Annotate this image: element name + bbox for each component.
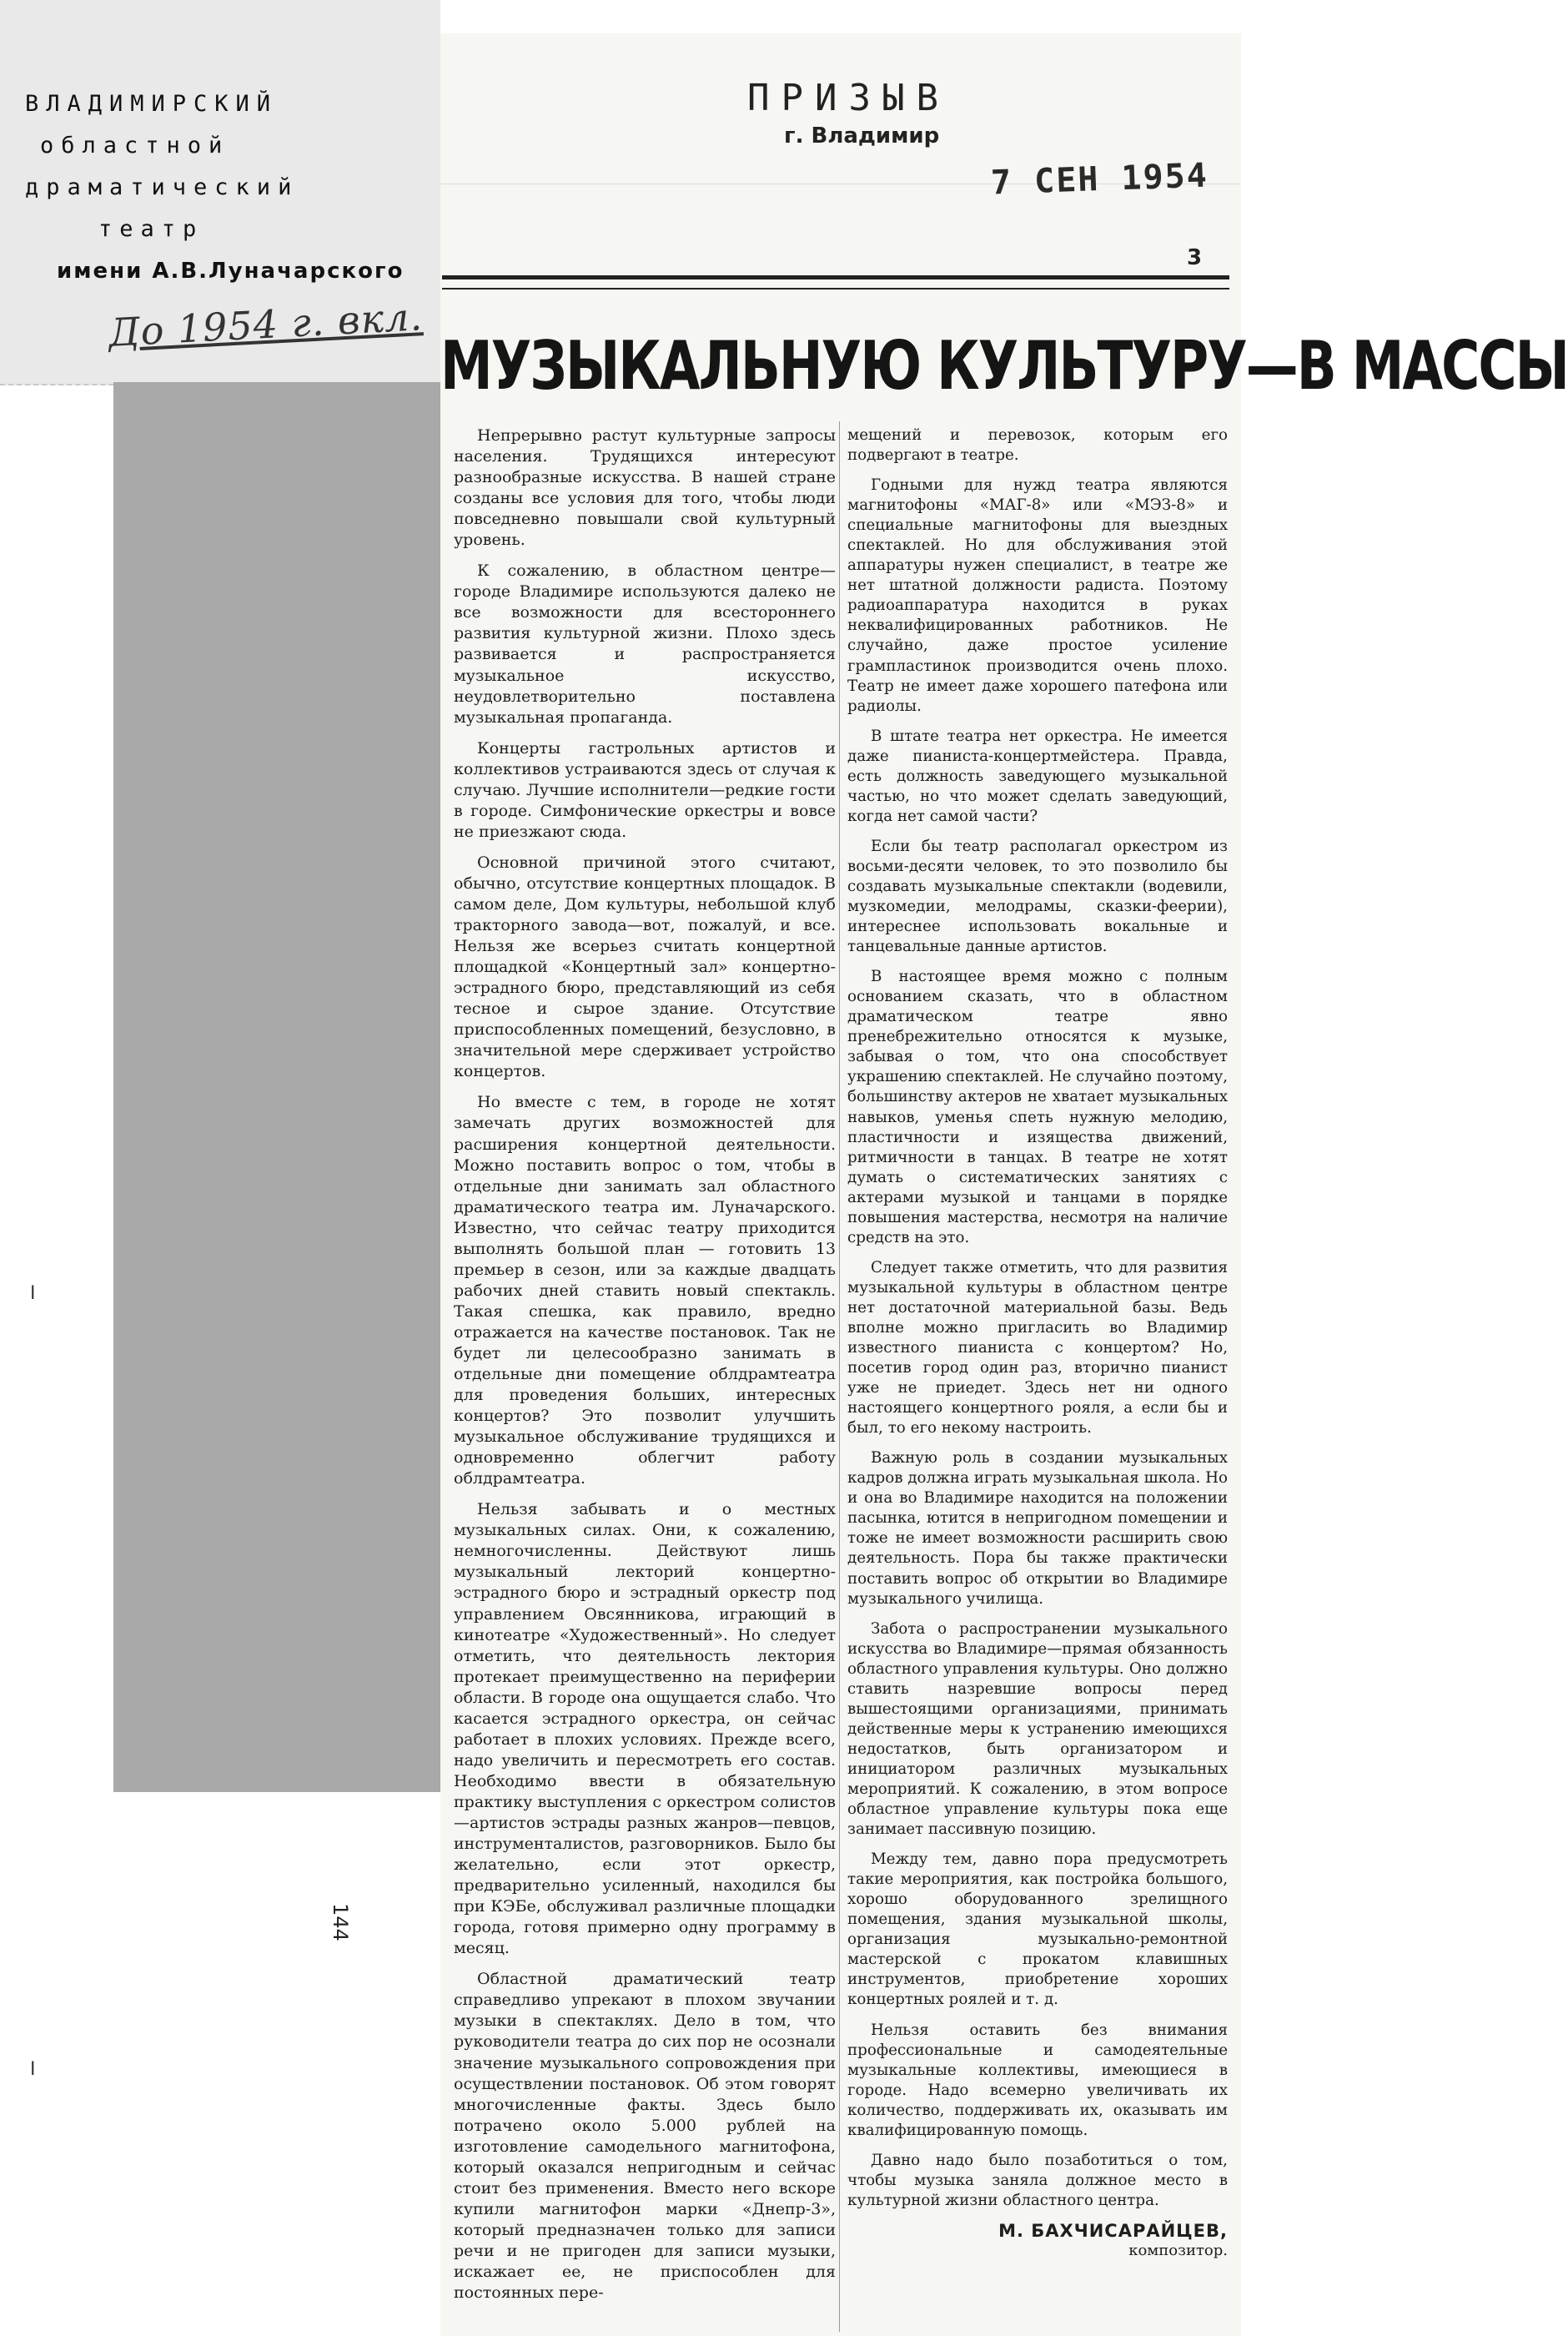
article-column-right (847, 425, 1228, 2271)
article-headline: МУЗЫКАЛЬНУЮ КУЛЬТУРУ—В МАССЫ (440, 326, 1568, 405)
article-paragraph: Забота о распространении музыкального искусства во Владимире—прямая обязанность областного управления культуры. Оно должно ставить назревшие вопросы перед вышестоящими организациями, принимать действенные меры к устранению имеющихся недостатков, быть организатором и инициатором различных музыкальных мероприятий. К сожалению, в этом вопросе областное управление культуры пока еще занимает пассивную позицию. (847, 1619, 1228, 1839)
column-divider (839, 421, 840, 2332)
newspaper-city: г. Владимир (784, 123, 940, 149)
article-paragraph: Нельзя оставить без внимания профессиональные и самодеятельные музыкальные коллективы, имеющиеся в городе. Надо всемерно увеличивать их количество, поддерживать их, оказывать им квалифицированную помощь. (847, 2021, 1228, 2139)
article-column-left (454, 425, 836, 2313)
archive-label-line: театр (98, 216, 204, 242)
article-paragraph: Нельзя забывать и о местных музыкальных силах. Они, к сожалению, немногочисленны. Действуют лишь музыкальный лекторий концертно-эстрадного бюро и эстрадный оркестр под управлением Овсянникова, играющий в кинотеатре «Художественный». Но следует отметить, что деятельность лектория протекает преимущественно на периферии области. В городе она ощущается слабо. Что касается эстрадного оркестра, он сейчас работает в плохих условиях. Прежде всего, надо увеличить и пересмотреть его состав. Необходимо ввести в обязательную практику выступления с оркестром солистов—артистов эстрады разных жанров—певцов, инструменталистов, разговорников. Было бы желательно, если этот оркестр, предварительно усиленный, находился бы при КЭБе, обслуживал различные площадки города, готовя примерно одну программу в месяц. (454, 1500, 836, 1958)
article-paragraph: Областной драматический театр справедливо упрекают в плохом звучании музыки в спектаклях. Дело в том, что руководители театра до сих пор не осознали значение музыкального сопровождения при осуществлении постановок. Об этом говорят многочисленные факты. Здесь было потрачено около 5.000 рублей на изготовление самодельного магнитофона, который оказался непригодным и сейчас стоит без применения. Вместо него вскоре купили магнитофон марки «Днепр-3», который предназначен только для записи речи и не пригоден для записи музыки, искажает ее, не приспособлен для постоянных пере- (454, 1970, 836, 2303)
archive-label-card (0, 0, 440, 385)
newspaper-clipping (440, 33, 1568, 2336)
article-paragraph: В штате театра нет оркестра. Не имеется даже пианиста-концертмейстера. Правда, есть должность заведующего музыкальной частью, но что может сделать заведующий, когда нет самой части? (847, 727, 1228, 825)
backing-page-mark: 144 (328, 1903, 352, 1941)
article-paragraph: Между тем, давно пора предусмотреть такие мероприятия, как постройка большого, хорошо оборудованного зрелищного помещения, здания музыкальной школы, организация музыкально-ремонтной мастерской с прокатом клавишных инструментов, приобретение хороших концертных роялей и т. д. (847, 1850, 1228, 2009)
article-paragraph: К сожалению, в областном центре—городе Владимире используются далеко не все возможности для всестороннего развития культурной жизни. Плохо здесь развивается и распространяется музыкальное искусство, неудовлетворительно поставлена музыкальная пропаганда. (454, 561, 836, 727)
side-mark: I (30, 1283, 36, 1304)
article-paragraph: Но вместе с тем, в городе не хотят замечать других возможностей для расширения концертной деятельности. Можно поставить вопрос о том, чтобы в отдельные дни занимать зал областного драматического театра им. Луначарского. Известно, что сейчас театру приходится выполнять большой план — готовить 13 премьер в сезон, или за каждые двадцать рабочих дней ставить новый спектакль. Такая спешка, как правило, вредно отражается на качестве постановок. Так не будет ли целесообразно занимать в отдельные дни помещение облдрамтеатра для проведения больших, интересных концертов? Это позволит улучшить музыкальное обслуживание трудящихся и одновременно облегчит работу облдрамтеатра. (454, 1093, 836, 1488)
article-paragraph: Следует также отметить, что для развития музыкальной культуры в областном центре нет достаточной материальной базы. Ведь вполне можно пригласить во Владимир известного пианиста с концертом? Но, посетив город один раз, вторично пианист уже не приедет. Здесь нет ни одного настоящего концертного рояля, а если бы и был, то его некому настроить. (847, 1258, 1228, 1437)
article-paragraph: Важную роль в создании музыкальных кадров должна играть музыкальная школа. Но и она во Владимире находится на положении пасынка, ютится в непригодном помещении и тоже не имеет возможности расширить свою деятельность. Пора бы также практически поставить вопрос об открытии во Владимире музыкального училища. (847, 1449, 1228, 1608)
handwritten-note: До 1954 г. вкл. (107, 294, 425, 355)
backing-sheet (113, 382, 440, 1792)
archive-label-line: областной (40, 133, 230, 159)
article-paragraph: Концерты гастрольных артистов и коллективов устраиваются здесь от случая к случаю. Лучшие исполнители—редкие гости в городе. Симфонические оркестры и вовсе не приезжают сюда. (454, 738, 836, 841)
article-paragraph: В настоящее время можно с полным основанием сказать, что в областном драматическом театре явно пренебрежительно относятся к музыке, забывая о том, что она способствует украшению спектаклей. Не случайно поэтому, большинству актеров не хватает музыкальных навыков, уменья спеть нужную мелодию, пластичности и изящества движений, ритмичности в танцах. В театре не хотят думать о систематических занятиях с актерами музыкой и танцами в порядке повышения мастерства, несмотря на наличие средств на это. (847, 968, 1228, 1246)
side-mark: I (30, 2059, 36, 2080)
article-paragraph: Если бы театр располагал оркестром из восьми-десяти человек, то это позволило бы создавать музыкальные спектакли (водевили, музкомедии, мелодрамы, сказки-феерии), интереснее использовать вокальные и танцевальные данные артистов. (847, 837, 1228, 956)
archive-label-line: имени А.В.Луначарского (57, 259, 405, 284)
archive-label-text (0, 83, 440, 292)
archive-label-line: драматический (25, 174, 299, 200)
newspaper-name: ПРИЗЫВ (747, 77, 950, 119)
page-number: 3 (1187, 245, 1203, 270)
article-paragraph: Непрерывно растут культурные запросы населения. Трудящихся интересуют разнообразные искусства. В нашей стране созданы все условия для того, чтобы люди повседневно повышали свой культурный уровень. (454, 426, 836, 550)
article-paragraph: Давно надо было позаботиться о том, чтобы музыка заняла должное место в культурной жизни областного центра. (847, 2151, 1228, 2209)
article-paragraph: Основной причиной этого считают, обычно, отсутствие концертных площадок. В самом деле, Дом культуры, небольшой клуб тракторного завода—вот, пожалуй, и все. Нельзя же всерьез считать концертной площадкой «Концертный зал» концертно-эстрадного бюро, представляющий из себя тесное и сырое здание. Отсутствие приспособленных помещений, безусловно, в значительной мере сдерживает устройство концертов. (454, 853, 836, 1081)
article-author-role: композитор. (1128, 2241, 1228, 2259)
archive-label-line: ВЛАДИМИРСКИЙ (25, 91, 279, 117)
article-paragraph: мещений и перевозок, которым его подвергают в театре. (847, 426, 1228, 465)
article-paragraph: Годными для нужд театра являются магнитофоны «МАГ-8» или «МЭЗ-8» и специальные магнитофоны для выездных спектаклей. Но для обслуживания этой аппаратуры нужен специалист, в театре же нет штатной должности радиста. Поэтому радиоаппаратура находится в руках неквалифицированных работников. Не случайно, даже простое усиление грампластинок производится очень плохо. Театр не имеет даже хорошего патефона или радиолы. (847, 476, 1228, 715)
article-column-right-body (847, 476, 1228, 2211)
date-stamp: 7 СЕН 1954 (990, 156, 1209, 203)
article-author: М. БАХЧИСАРАЙЦЕВ, (998, 2220, 1228, 2241)
header-rule (442, 275, 1229, 289)
